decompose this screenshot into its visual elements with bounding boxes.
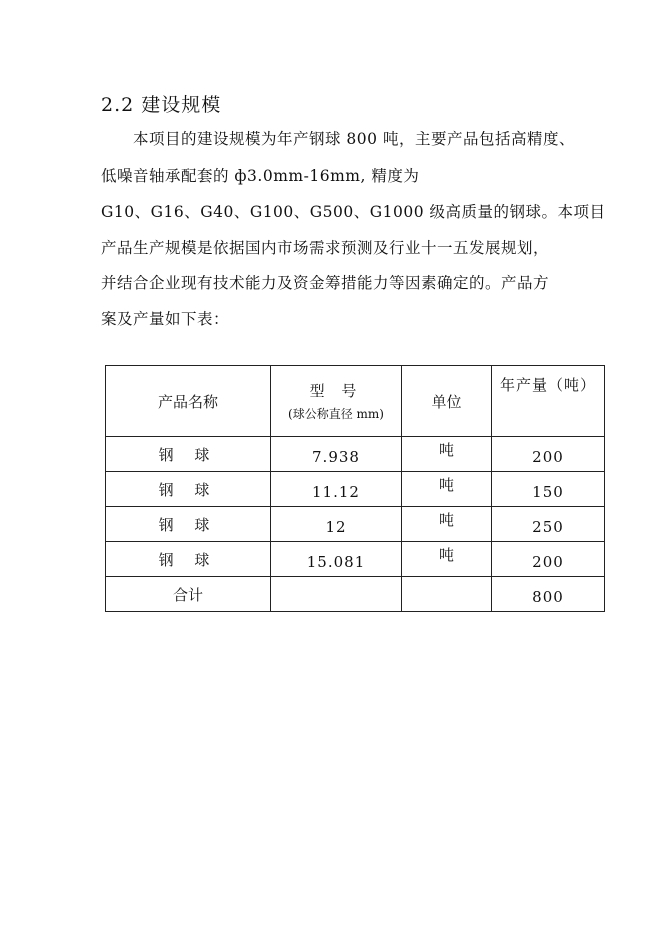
cell-unit-text: 吨 [438,545,454,564]
cell-quantity-text: 200 [532,553,564,571]
cell-quantity-text: 200 [532,448,564,466]
table-total-row [106,577,605,612]
cell-model [271,507,402,542]
table-row [106,542,605,577]
header-annual-output-label: 年产量（吨） [499,375,596,394]
cell-unit [402,507,492,542]
cell-quantity-text: 250 [532,518,564,536]
cell-model [271,542,402,577]
section-heading: 2.2 建设规模 [101,94,222,116]
table-row [106,472,605,507]
cell-quantity [492,437,605,472]
paragraph-line-2: 低噪音轴承配套的 ф3.0mm-16mm, 精度为 [101,167,420,185]
header-product-name [106,366,271,437]
cell-model [271,472,402,507]
cell-quantity-text: 150 [532,483,564,501]
cell-quantity [492,507,605,542]
cell-product [106,542,271,577]
cell-quantity [492,472,605,507]
paragraph-line-1: 本项目的建设规模为年产钢球 800 吨，主要产品包括高精度、 [133,130,575,148]
paragraph-line-6: 案及产量如下表： [101,310,230,328]
cell-model-text: 15.081 [306,553,366,571]
cell-product-text: 钢 球 [158,550,218,569]
table-row [106,507,605,542]
table-header-row [106,366,605,437]
paragraph-line-4: 产品生产规模是依据国内市场需求预测及行业十一五发展规划， [101,239,550,257]
cell-product-text: 钢 球 [158,445,218,464]
header-unit [402,366,492,437]
cell-total-unit [402,577,492,612]
cell-product [106,437,271,472]
cell-total-model [271,577,402,612]
cell-total-quantity-text: 800 [532,588,564,606]
cell-model [271,437,402,472]
cell-model-text: 12 [325,518,347,536]
cell-quantity [492,542,605,577]
cell-total-quantity [492,577,605,612]
cell-unit-text: 吨 [438,440,454,459]
cell-unit [402,472,492,507]
paragraph-line-3: G10、G16、G40、G100、G500、G1000 级高质量的钢球。本项目 [101,203,606,221]
cell-total-label [106,577,271,612]
cell-product-text: 钢 球 [158,480,218,499]
header-annual-output [492,366,605,437]
cell-model-text: 7.938 [312,448,360,466]
cell-product [106,472,271,507]
cell-unit-text: 吨 [438,475,454,494]
cell-total-label-text: 合计 [172,585,203,604]
header-unit-label: 单位 [431,392,462,411]
header-model-note: (球公称直径 mm) [288,407,384,421]
header-product-name-label: 产品名称 [157,392,218,411]
product-output-table [105,365,605,612]
cell-unit [402,437,492,472]
header-model-label: 型 号 [309,382,363,400]
cell-product [106,507,271,542]
cell-unit-text: 吨 [438,510,454,529]
header-model [271,366,402,437]
cell-product-text: 钢 球 [158,515,218,534]
paragraph-line-5: 并结合企业现有技术能力及资金筹措能力等因素确定的。产品方 [101,274,550,292]
cell-unit [402,542,492,577]
cell-model-text: 11.12 [312,483,360,501]
table-row [106,437,605,472]
